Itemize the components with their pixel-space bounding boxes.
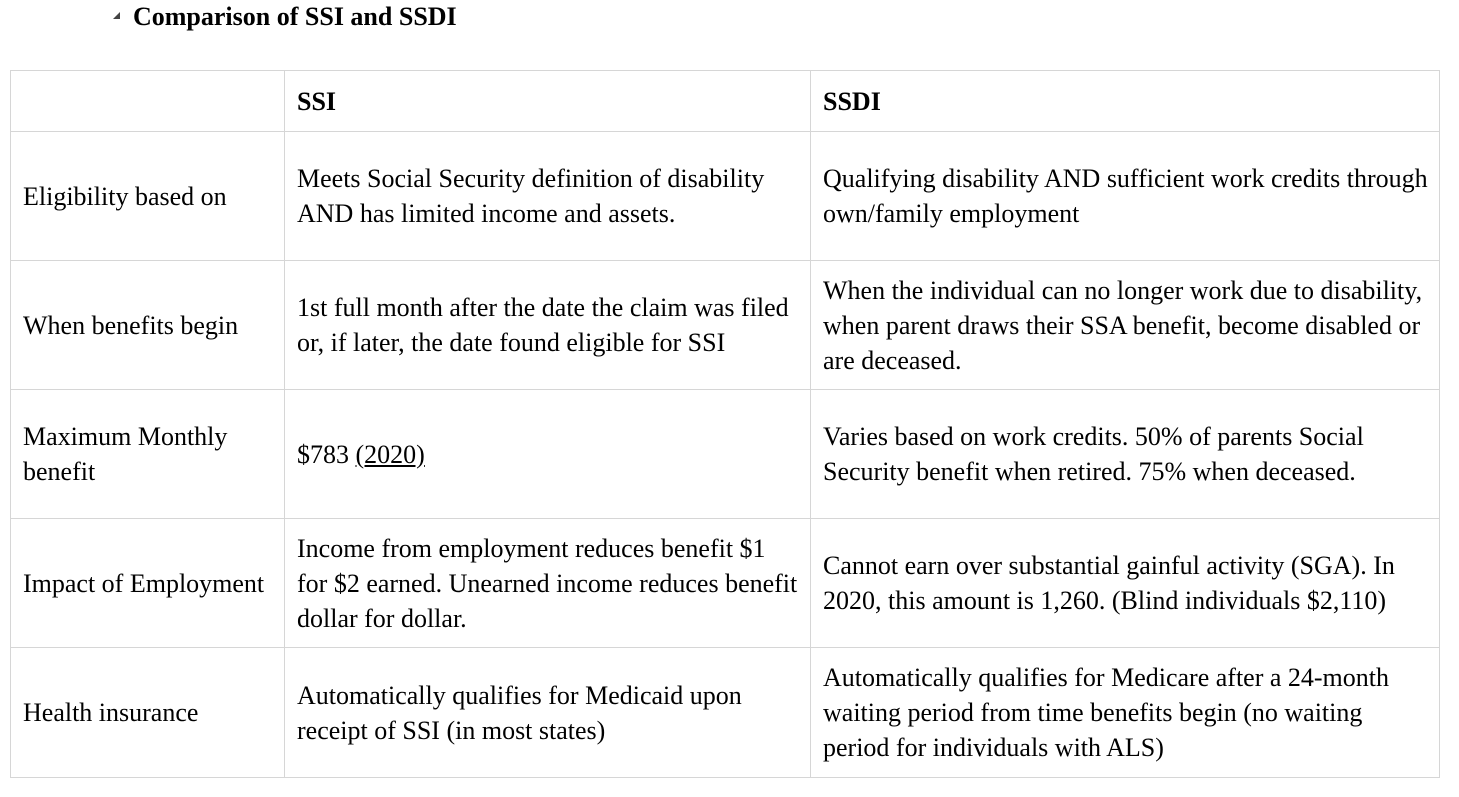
- ssdi-cell: Automatically qualifies for Medicare after a 24-month waiting period from time benefits begin (no waiting period for individuals with ALS): [811, 648, 1440, 778]
- header-cell-empty: [11, 71, 285, 132]
- table-header-row: [11, 71, 1440, 132]
- table-row: [11, 132, 1440, 261]
- ssdi-cell: Cannot earn over substantial gainful activity (SGA). In 2020, this amount is 1,260. (Blind individuals $2,110): [811, 519, 1440, 648]
- row-label: Eligibility based on: [11, 132, 285, 261]
- row-label: When benefits begin: [11, 261, 285, 390]
- table-row: [11, 519, 1440, 648]
- ssdi-cell: Varies based on work credits. 50% of parents Social Security benefit when retired. 75% when deceased.: [811, 390, 1440, 519]
- header-cell-ssdi: SSDI: [811, 71, 1440, 132]
- comparison-table: [10, 70, 1440, 778]
- collapse-triangle-icon[interactable]: [113, 12, 120, 19]
- header-cell-ssi: SSI: [285, 71, 811, 132]
- ssi-cell: [285, 390, 811, 519]
- year-link[interactable]: (2020): [355, 439, 425, 469]
- ssi-amount: $783: [297, 439, 349, 469]
- ssi-cell: Automatically qualifies for Medicaid upon receipt of SSI (in most states): [285, 648, 811, 778]
- row-label: Maximum Monthly benefit: [11, 390, 285, 519]
- row-label: Impact of Employment: [11, 519, 285, 648]
- table-row: [11, 261, 1440, 390]
- ssi-cell: Income from employment reduces benefit $1 for $2 earned. Unearned income reduces benefit dollar for dollar.: [285, 519, 811, 648]
- ssdi-cell: Qualifying disability AND sufficient work credits through own/family employment: [811, 132, 1440, 261]
- ssi-cell: 1st full month after the date the claim was filed or, if later, the date found eligible for SSI: [285, 261, 811, 390]
- section-title: Comparison of SSI and SSDI: [133, 2, 457, 31]
- ssi-cell: Meets Social Security definition of disability AND has limited income and assets.: [285, 132, 811, 261]
- section-heading: [113, 0, 457, 34]
- table-row: [11, 390, 1440, 519]
- ssdi-cell: When the individual can no longer work due to disability, when parent draws their SSA benefit, become disabled or are deceased.: [811, 261, 1440, 390]
- table-row: [11, 648, 1440, 778]
- row-label: Health insurance: [11, 648, 285, 778]
